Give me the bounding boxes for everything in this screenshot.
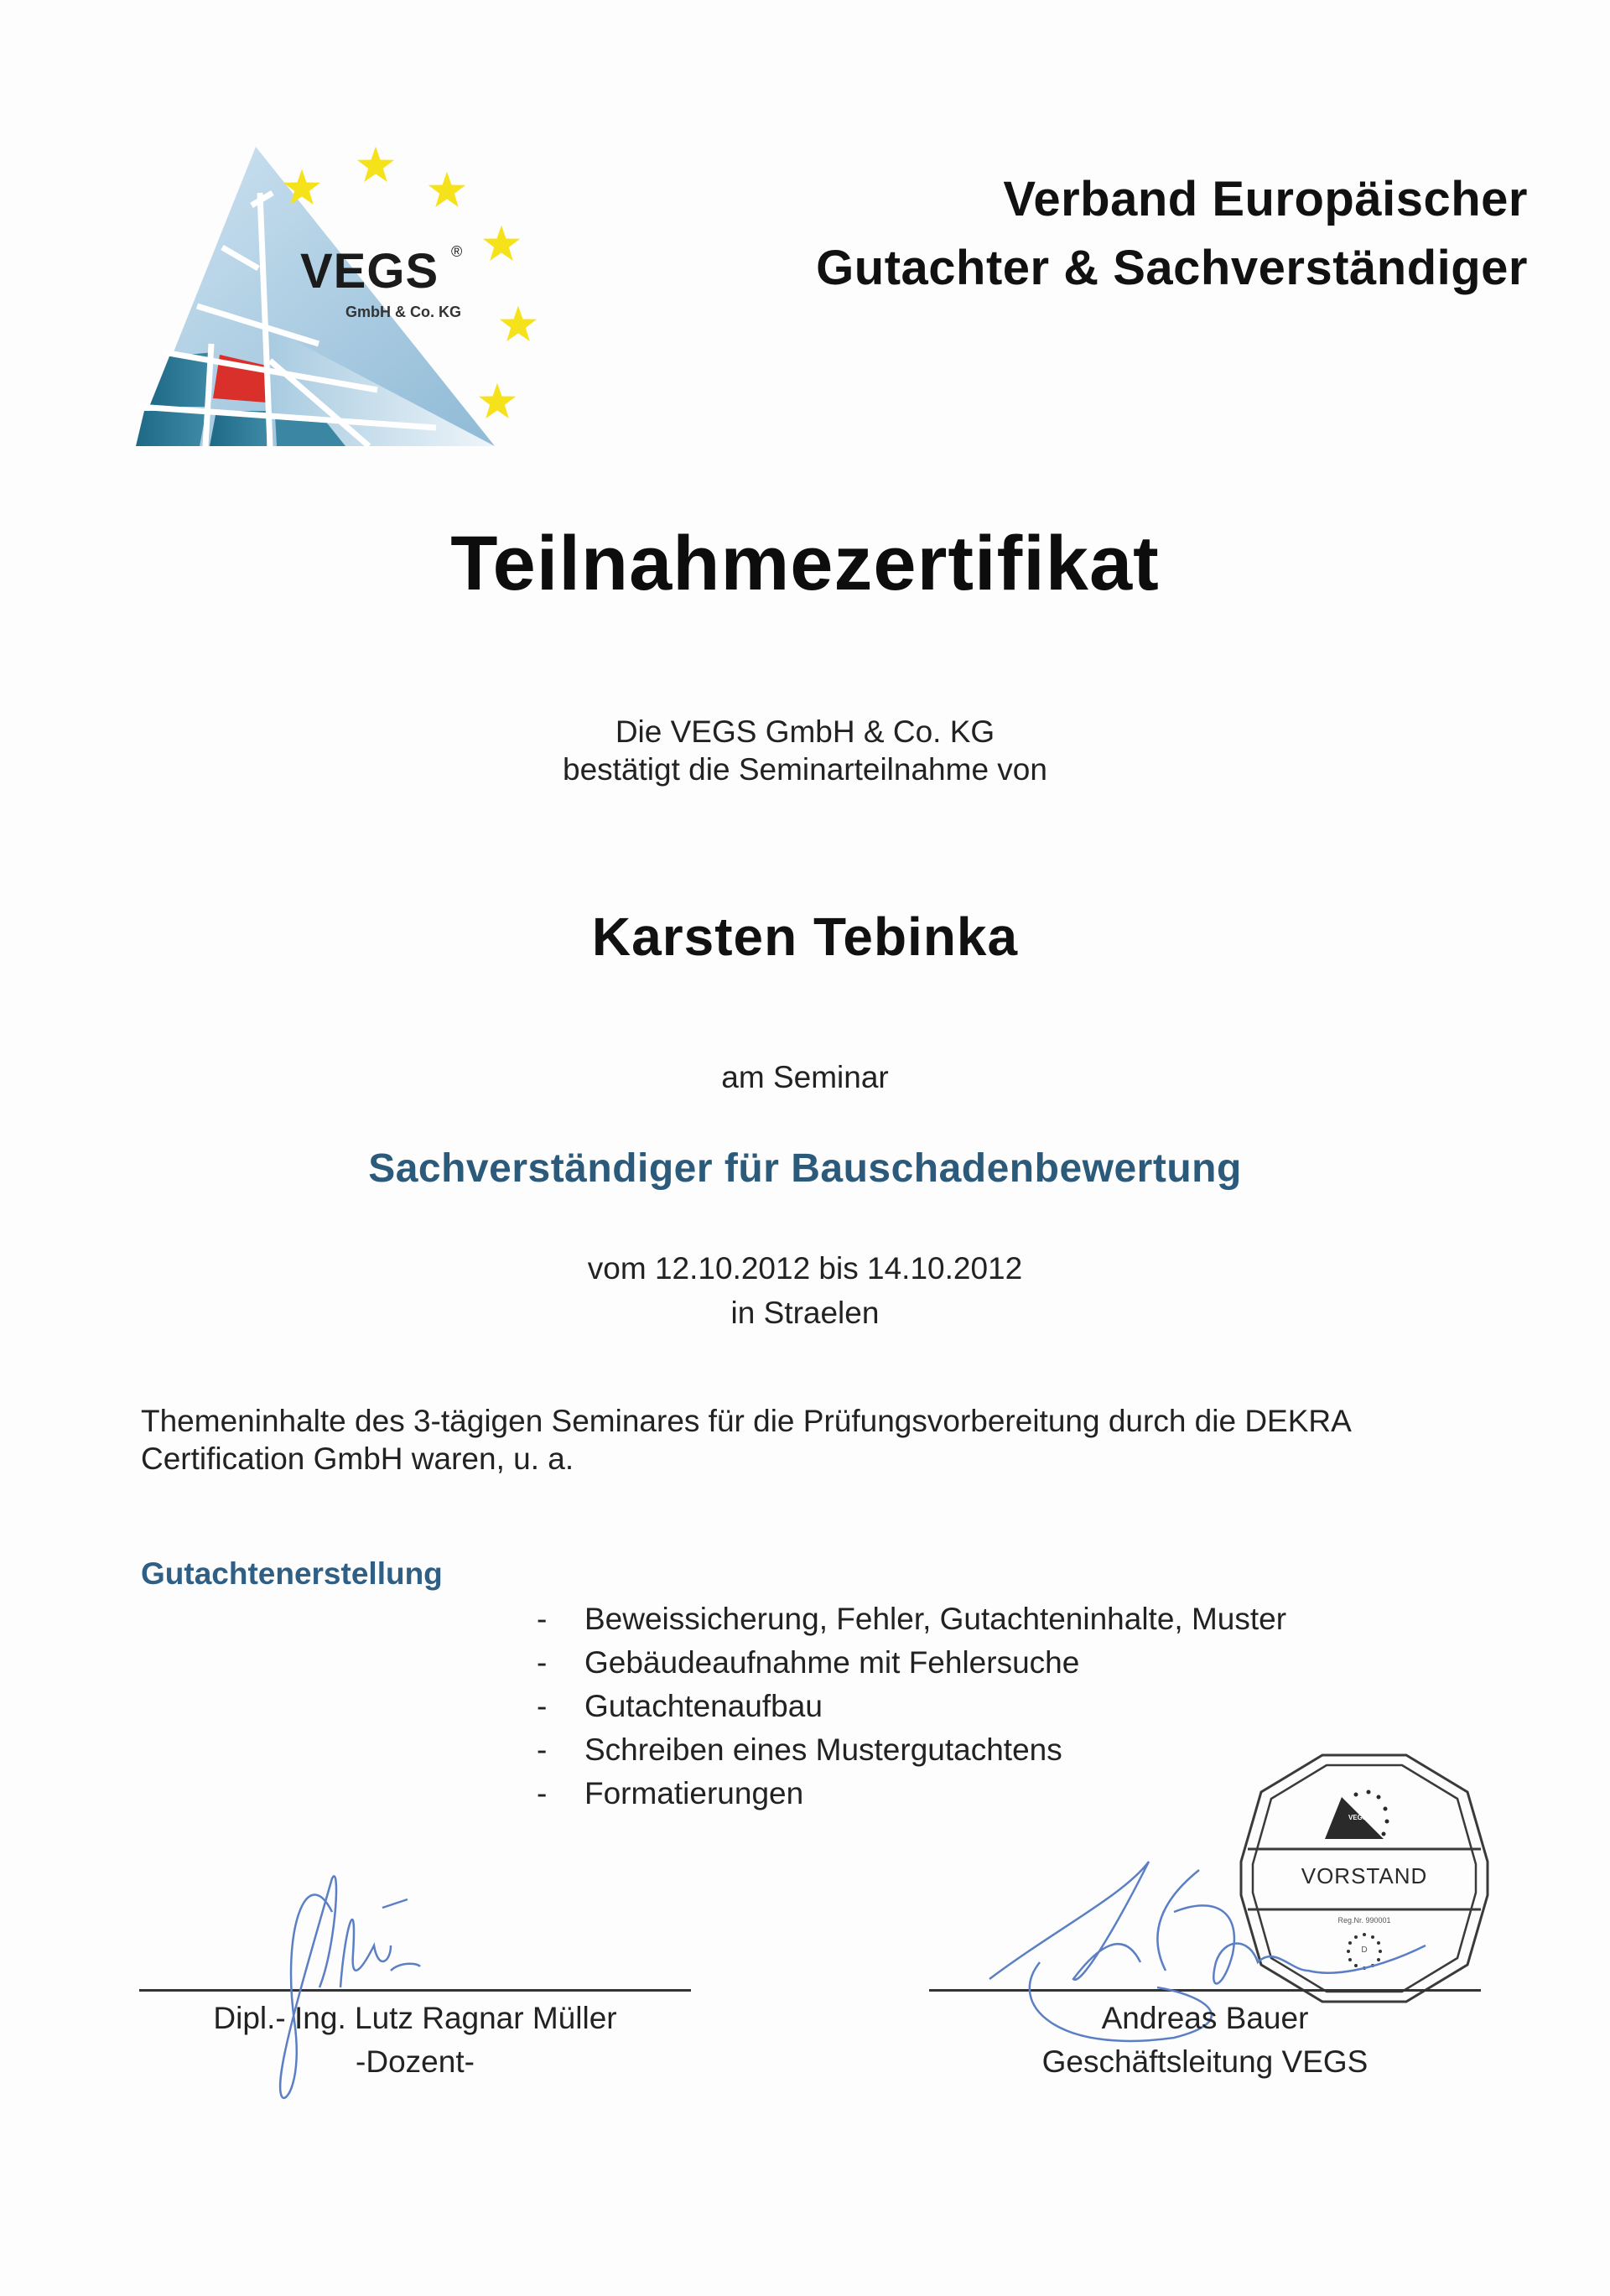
seminar-title: Sachverständiger für Bauschadenbewertung <box>368 1146 1242 1191</box>
topic-label: Beweissicherung, Fehler, Gutachteninhalte, Muster <box>584 1602 1287 1636</box>
org-name-line1: Verband Europäischer <box>1003 172 1528 226</box>
content-intro-line-1: Themeninhalte des 3-tägigen Seminares für die Prüfungsvorbereitung durch die DEKRA <box>141 1404 1352 1438</box>
section-heading: Gutachtenerstellung <box>141 1556 443 1591</box>
topic-label: Formatierungen <box>584 1776 804 1810</box>
topic-label: Gutachtenaufbau <box>584 1689 823 1723</box>
topic-label: Schreiben eines Mustergutachtens <box>584 1732 1062 1767</box>
topic-list-item <box>537 1732 1062 1768</box>
stamp-label: VORSTAND <box>1301 1863 1428 1888</box>
bullet-dash: - <box>537 1689 548 1723</box>
intro-line-1: Die VEGS GmbH & Co. KG <box>615 714 995 749</box>
vegs-logo <box>126 109 595 461</box>
topic-label: Gebäudeaufnahme mit Fehlersuche <box>584 1645 1080 1680</box>
signer-right-name: Andreas Bauer <box>1101 2001 1309 2035</box>
am-seminar-label: am Seminar <box>721 1060 889 1094</box>
seminar-dates: vom 12.10.2012 bis 14.10.2012 <box>587 1251 1023 1286</box>
bullet-dash: - <box>537 1732 548 1767</box>
topic-list-item <box>537 1689 823 1724</box>
stamp-reg-nr: Reg.Nr. 990001 <box>1337 1916 1391 1925</box>
intro-line-2: bestätigt die Seminarteilnahme von <box>563 752 1047 787</box>
stamp-country: D <box>1361 1945 1368 1955</box>
signer-left-role: -Dozent- <box>356 2044 475 2079</box>
org-name-line2: Gutachter & Sachverständiger <box>816 241 1528 295</box>
bullet-dash: - <box>537 1776 548 1810</box>
participant-name: Karsten Tebinka <box>591 906 1019 967</box>
content-intro-line-2: Certification GmbH waren, u. a. <box>141 1441 574 1476</box>
stamp-mini-logo-text: VEGS <box>1348 1814 1368 1821</box>
bullet-dash: - <box>537 1602 548 1636</box>
bullet-dash: - <box>537 1645 548 1680</box>
certificate-title: Teilnahmezertifikat <box>450 521 1160 606</box>
topic-list-item <box>537 1776 803 1811</box>
logo-brand: VEGS <box>300 244 439 299</box>
seminar-location: in Straelen <box>730 1296 880 1330</box>
topic-list-item <box>537 1645 1079 1680</box>
signer-right-role: Geschäftsleitung VEGS <box>1041 2044 1368 2079</box>
signer-left-name: Dipl.- Ing. Lutz Ragnar Müller <box>213 2001 617 2035</box>
registered-mark: ® <box>451 243 463 260</box>
topic-list-item <box>537 1602 1286 1637</box>
logo-subtitle: GmbH & Co. KG <box>345 304 461 320</box>
